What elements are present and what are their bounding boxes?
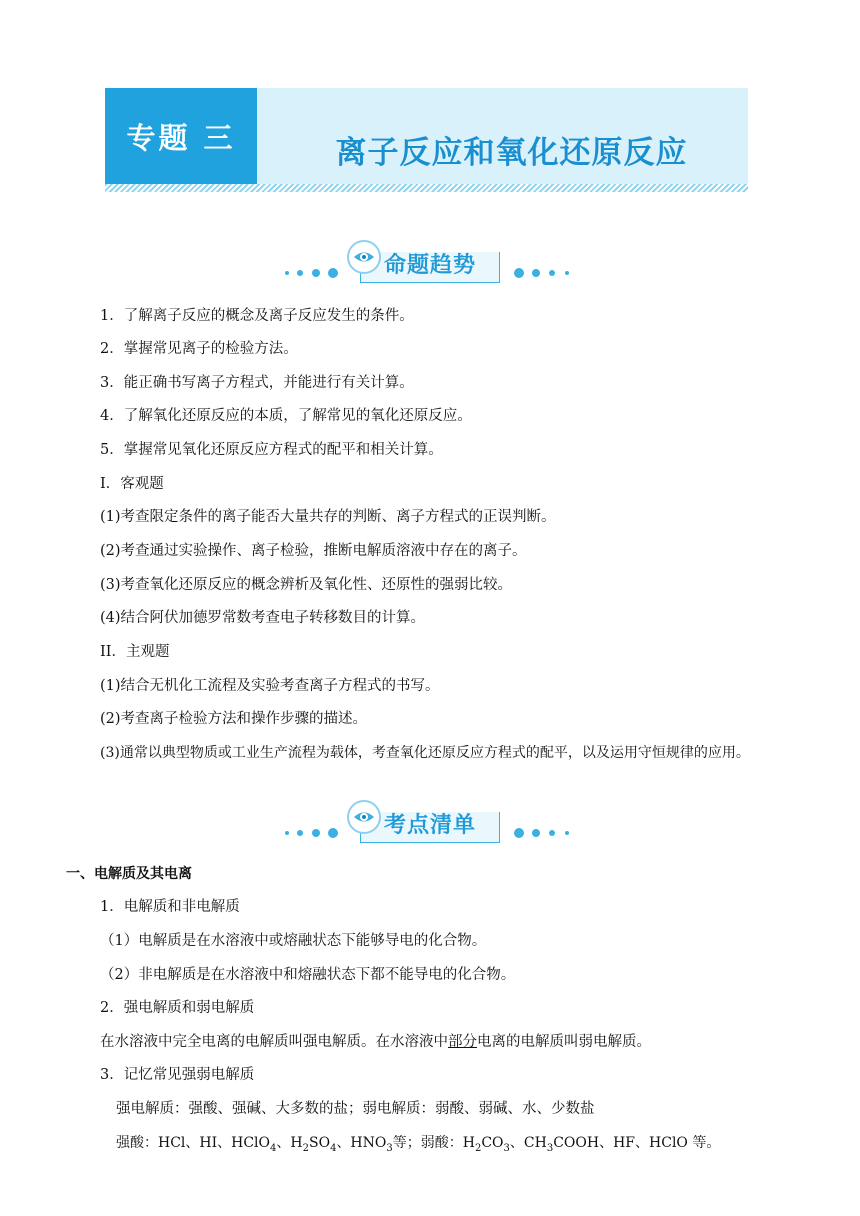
strong-weak-definition [100,1033,651,1051]
trend-item: (3)考查氧化还原反应的概念辨析及氧化性、还原性的强弱比较。 [100,577,513,593]
banner-label-block [105,88,257,184]
trend-item: (4)结合阿伏加德罗常数考查电子转移数目的计算。 [100,610,426,626]
checklist-item: 2．强电解质和弱电解质 [100,1000,255,1016]
checklist-item: 3．记忆常见强弱电解质 [100,1067,255,1083]
trend-item: 2．掌握常见离子的检验方法。 [100,341,298,357]
trend-item: 1．了解离子反应的概念及离子反应发生的条件。 [100,308,414,324]
section-subheading: 一、电解质及其电离 [66,866,192,882]
section-title: 命题趋势 [383,253,476,278]
trend-item: (3)通常以典型物质或工业生产流程为载体，考查氧化还原反应方程式的配平，以及运用守恒规律的应用。 [100,745,750,761]
trend-item: (1)考查限定条件的离子能否大量共存的判断、离子方程式的正误判断。 [100,509,556,525]
definition-text: 电离的电解质叫弱电解质。 [477,1034,651,1050]
underlined-term: 部分 [448,1034,477,1050]
section-title: 考点清单 [383,813,476,838]
banner-stripe [105,184,748,192]
trend-item: (1)结合无机化工流程及实验考查离子方程式的书写。 [100,678,440,694]
section-heading-checklist [0,800,860,850]
trend-item: 5．掌握常见氧化还原反应方程式的配平和相关计算。 [100,442,443,458]
trend-item: (2)考查离子检验方法和操作步骤的描述。 [100,711,368,727]
trend-item: 4．了解氧化还原反应的本质，了解常见的氧化还原反应。 [100,408,472,424]
electrolyte-summary: 强电解质：强酸、强碱、大多数的盐；弱电解质：弱酸、弱碱、水、少数盐 [116,1101,595,1117]
banner-label: 专题 三 [126,121,236,155]
page-title: 离子反应和氧化还原反应 [335,135,688,171]
trend-item: II．主观题 [100,644,170,660]
acid-list: 强酸：HCl、HI、HClO$_4$、$H_2SO_4$、$HNO_3$等；弱酸：$H_2CO_3$、$CH_3COOH$、HF、HClO 等。 [116,1135,721,1154]
checklist-item: 1．电解质和非电解质 [100,899,240,915]
trend-item: 3．能正确书写离子方程式，并能进行有关计算。 [100,375,414,391]
checklist-item: （1）电解质是在水溶液中或熔融状态下能够导电的化合物。 [100,933,487,949]
definition-text: 在水溶液中完全电离的电解质叫强电解质。在水溶液中 [100,1034,448,1050]
trend-item: (2)考查通过实验操作、离子检验，推断电解质溶液中存在的离子。 [100,543,527,559]
section-heading-trend [0,240,860,290]
trend-item: I．客观题 [100,476,164,492]
title-banner [105,88,748,184]
checklist-item: （2）非电解质是在水溶液中和熔融状态下都不能导电的化合物。 [100,967,516,983]
